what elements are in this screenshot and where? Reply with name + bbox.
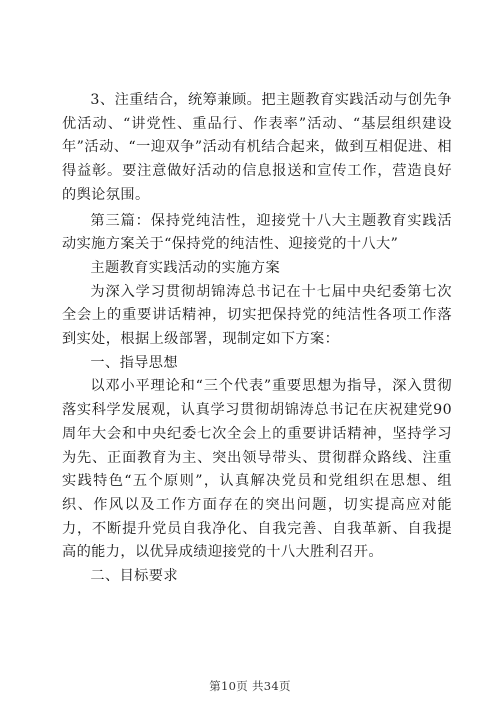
paragraph-plan-title: 主题教育实践活动的实施方案: [90, 259, 281, 276]
heading-guiding-ideology: 一、指导思想: [90, 354, 178, 371]
page-number-footer: 第10页 共34页: [209, 679, 291, 693]
heading-goals: 二、目标要求: [90, 568, 178, 585]
paragraph-intro: 为深入学习贯彻胡锦涛总书记在十七届中央纪委第七次全会上的重要讲话精神，切实把保持党的纯洁性各项工作落到实处，根据上级部署，现制定如下方案：: [62, 283, 452, 348]
paragraph-guiding-ideology: 以邓小平理论和“三个代表”重要思想为指导，深入贯彻落实科学发展观，认真学习贯彻胡锦涛总书记在庆祝建党90周年大会和中央纪委七次全会上的重要讲话精神，坚持学习为先、正面教育为主、突出领导带头、贯彻群众路线、注重实践特色“五个原则”，认真解决党员和党组织在思想、组织、作风以及工作方面存在的突出问题，切实提高应对能力，不断提升党员自我净化、自我完善、自我革新、自我提高的能力，以优异成绩迎接党的十八大胜利召开。: [62, 378, 452, 561]
paragraph-chapter-three-title: 第三篇：保持党纯洁性，迎接党十八大主题教育实践活动实施方案关于“保持党的纯洁性、迎接党的十八大”: [62, 212, 452, 253]
document-body: [62, 89, 452, 589]
paragraph-combine-activities: 3、注重结合，统筹兼顾。把主题教育实践活动与创先争优活动、“讲党性、重品行、作表率”活动、“基层组织建设年”活动、“一迎双争”活动有机结合起来，做到互相促进、相得益彰。要注意做好活动的信息报送和宣传工作，营造良好的舆论氛围。: [62, 92, 452, 203]
